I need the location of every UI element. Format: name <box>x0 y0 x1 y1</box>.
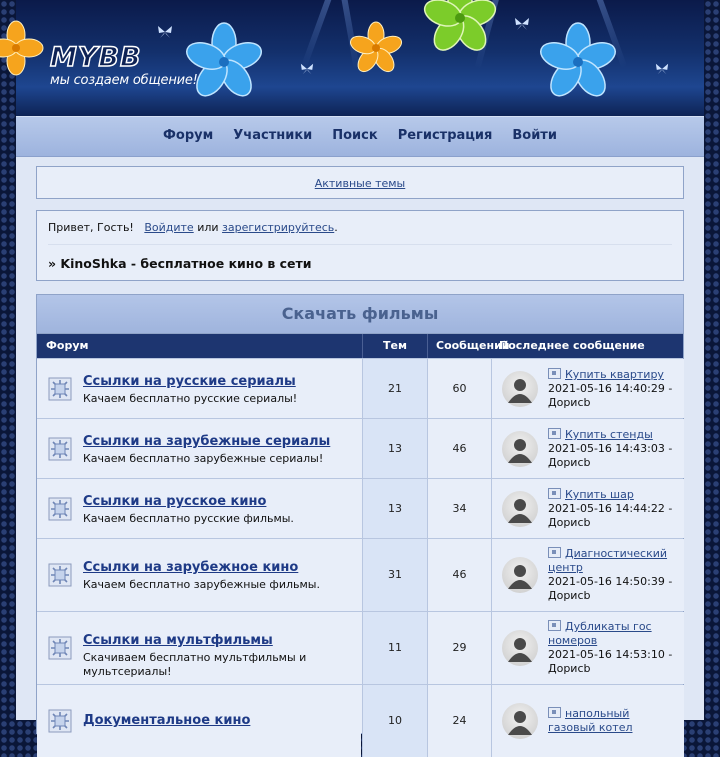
forum-cell <box>37 479 361 538</box>
topics-count: 31 <box>388 568 402 581</box>
main-nav <box>16 116 704 157</box>
forum-title-link[interactable]: Ссылки на русское кино <box>83 494 267 509</box>
posts-cell <box>427 359 491 418</box>
last-post-cell <box>491 539 684 611</box>
topic-icon <box>548 547 561 558</box>
posts-count: 46 <box>452 442 467 455</box>
last-post-meta: 2021-05-16 14:50:39 - Дорисb <box>548 575 673 602</box>
forum-description: Качаем бесплатно зарубежные сериалы! <box>83 452 324 465</box>
guest-greeting-line <box>48 221 338 234</box>
user-silhouette-icon <box>502 703 538 739</box>
butterfly-icon <box>299 62 315 76</box>
avatar[interactable] <box>502 371 538 407</box>
user-silhouette-icon <box>502 371 538 407</box>
avatar[interactable] <box>502 431 538 467</box>
topic-icon <box>548 488 561 499</box>
last-topic-link[interactable]: Купить шар <box>565 488 634 501</box>
nav-search[interactable]: Поиск <box>332 128 378 143</box>
blue-flower-right-icon <box>536 20 620 104</box>
last-post-meta: 2021-05-16 14:53:10 - Дорисb <box>548 648 673 675</box>
topics-cell <box>362 359 427 418</box>
topic-icon <box>548 428 561 439</box>
last-post-info <box>548 368 680 410</box>
topics-cell <box>362 419 427 478</box>
forum-cell <box>37 359 361 418</box>
or-text: или <box>197 221 219 234</box>
forum-title-link[interactable]: Ссылки на зарубежные сериалы <box>83 434 331 449</box>
forum-description: Качаем бесплатно русские сериалы! <box>83 392 298 405</box>
avatar[interactable] <box>502 491 538 527</box>
forum-folder-icon <box>48 563 72 587</box>
last-post-cell <box>491 479 684 538</box>
logo-slogan: мы создаем общение! <box>50 73 198 88</box>
nav-register[interactable]: Регистрация <box>397 128 493 143</box>
last-topic-link[interactable]: Дубликаты гос номеров <box>548 620 652 647</box>
forum-folder-icon <box>48 709 72 733</box>
nav-members[interactable]: Участники <box>233 128 313 143</box>
forum-cell <box>37 419 361 478</box>
active-topics-link[interactable]: Активные темы <box>314 177 406 190</box>
forum-description: Качаем бесплатно русские фильмы. <box>83 512 294 525</box>
topics-cell <box>362 685 427 757</box>
forum-description: Качаем бесплатно зарубежные фильмы. <box>83 578 320 591</box>
guest-greeting: Привет, Гость! <box>48 221 134 234</box>
last-topic-link[interactable]: Купить стенды <box>565 428 653 441</box>
forum-folder-icon <box>48 377 72 401</box>
forum-folder-icon <box>48 437 72 461</box>
header-forum: Форум <box>46 339 89 352</box>
table-header <box>37 334 683 358</box>
user-silhouette-icon <box>502 630 538 666</box>
active-topics-box <box>36 166 684 199</box>
orange-flower-icon <box>346 18 406 78</box>
nav-login[interactable]: Войти <box>512 128 557 143</box>
topics-count: 13 <box>388 502 402 515</box>
topic-icon <box>548 620 561 631</box>
last-post-meta: 2021-05-16 14:43:03 - Дорисb <box>548 442 673 469</box>
topics-cell <box>362 539 427 611</box>
category-title[interactable]: Скачать фильмы <box>37 295 683 334</box>
last-post-cell <box>491 359 684 418</box>
topics-cell <box>362 479 427 538</box>
forum-title-link[interactable]: Ссылки на зарубежное кино <box>83 560 299 575</box>
topic-icon <box>548 707 561 718</box>
last-post-info <box>548 707 680 735</box>
posts-count: 60 <box>452 382 467 395</box>
topics-count: 13 <box>388 442 402 455</box>
butterfly-icon <box>513 16 531 32</box>
register-link[interactable]: зарегистрируйтесь <box>222 221 335 234</box>
table-row <box>37 684 683 757</box>
posts-count: 29 <box>452 641 467 654</box>
last-post-meta: 2021-05-16 14:40:29 - Дорисb <box>548 382 673 409</box>
forum-title-link[interactable]: Документальное кино <box>83 713 251 728</box>
user-silhouette-icon <box>502 557 538 593</box>
forum-table <box>36 294 684 734</box>
posts-cell <box>427 419 491 478</box>
last-post-info <box>548 547 680 603</box>
forum-cell <box>37 539 361 611</box>
posts-cell <box>427 685 491 757</box>
last-post-info <box>548 428 680 470</box>
posts-count: 24 <box>452 714 467 727</box>
forum-cell <box>37 685 361 757</box>
site-header <box>16 0 704 116</box>
forum-rows <box>37 358 683 757</box>
header-last-post: Последнее сообщение <box>499 339 645 352</box>
posts-cell <box>427 539 491 611</box>
login-link[interactable]: Войдите <box>144 221 194 234</box>
logo-text: MYBB <box>50 42 142 73</box>
last-topic-link[interactable]: напольный газовый котел <box>548 707 633 734</box>
avatar[interactable] <box>502 703 538 739</box>
site-logo[interactable] <box>50 44 198 88</box>
forum-cell <box>37 612 361 684</box>
forum-folder-icon <box>48 497 72 521</box>
last-post-info <box>548 620 680 676</box>
topic-icon <box>548 368 561 379</box>
orange-flower-left-icon <box>0 18 46 78</box>
last-post-meta: 2021-05-16 14:44:22 - Дорисb <box>548 502 673 529</box>
breadcrumb: » KinoShka - бесплатное кино в сети <box>48 256 312 271</box>
last-topic-link[interactable]: Купить квартиру <box>565 368 664 381</box>
guest-box <box>36 210 684 281</box>
posts-count: 34 <box>452 502 467 515</box>
last-topic-link[interactable]: Диагностический центр <box>548 547 668 574</box>
table-row <box>37 538 683 611</box>
topics-count: 21 <box>388 382 402 395</box>
header-posts: Сообщений <box>427 334 500 358</box>
user-silhouette-icon <box>502 491 538 527</box>
last-post-cell <box>491 685 684 757</box>
page-wrapper <box>16 0 704 734</box>
topics-cell <box>362 612 427 684</box>
last-post-cell <box>491 419 684 478</box>
topics-count: 10 <box>388 714 402 727</box>
butterfly-icon <box>156 24 174 40</box>
table-row <box>37 418 683 478</box>
forum-title-link[interactable]: Ссылки на мультфильмы <box>83 633 273 648</box>
butterfly-icon <box>654 62 670 76</box>
forum-title-link[interactable]: Ссылки на русские сериалы <box>83 374 296 389</box>
last-post-info <box>548 488 680 530</box>
avatar[interactable] <box>502 630 538 666</box>
last-post-cell <box>491 612 684 684</box>
posts-cell <box>427 479 491 538</box>
posts-count: 46 <box>452 568 467 581</box>
forum-description: Скачиваем бесплатно мультфильмы и мультсериалы! <box>83 651 307 678</box>
table-row <box>37 611 683 684</box>
forum-folder-icon <box>48 636 72 660</box>
topics-count: 11 <box>388 641 402 654</box>
table-row <box>37 358 683 418</box>
divider <box>48 244 672 245</box>
avatar[interactable] <box>502 557 538 593</box>
table-row <box>37 478 683 538</box>
posts-cell <box>427 612 491 684</box>
header-topics: Тем <box>362 334 427 358</box>
period-text: . <box>334 221 338 234</box>
user-silhouette-icon <box>502 431 538 467</box>
nav-forum[interactable]: Форум <box>163 128 214 143</box>
green-flower-icon <box>420 0 500 58</box>
